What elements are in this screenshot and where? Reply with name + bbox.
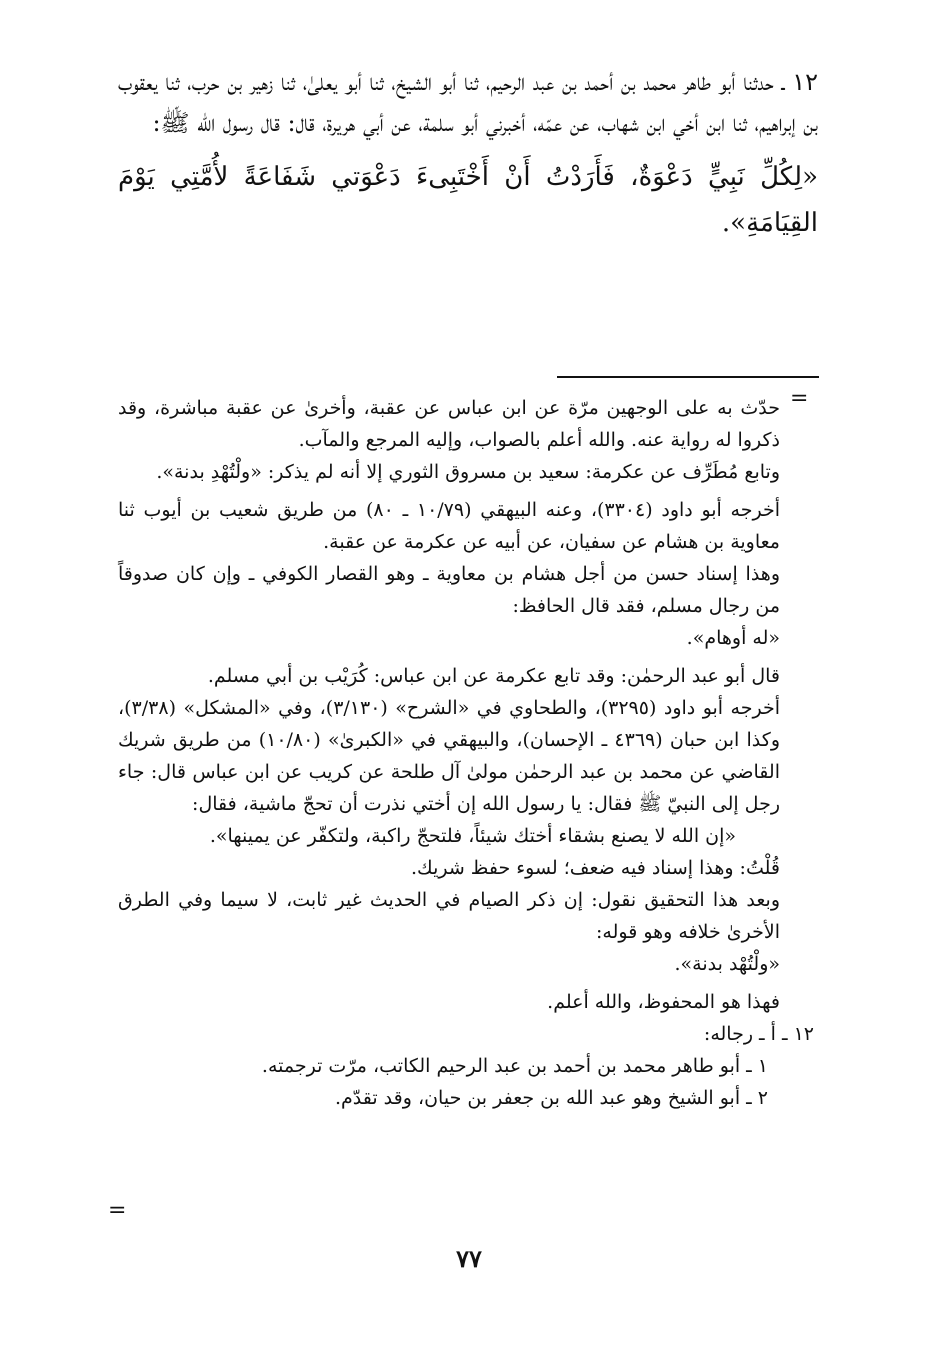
note-line: «إن الله لا يصنع بشقاء أختك شيئاً، فلتحجّ راكبة، ولتكفّر عن يمينها». <box>209 825 736 847</box>
footnote-separator <box>557 376 819 378</box>
note-line: فهذا هو المحفوظ، والله أعلم. <box>547 991 780 1013</box>
main-text <box>118 62 818 246</box>
note-line: قال أبو عبد الرحمٰن: وقد تابع عكرمة عن ابن عباس: كُرَيْب بن أبي مسلم. <box>207 665 780 687</box>
note-line: وهذا إسناد حسن من أجل هشام بن معاوية ـ وهو القصار الكوفي ـ وإن كان صدوقاً من رجال مسلم، فقد قال الحافظ: <box>118 563 780 617</box>
isnad-paragraph: ١٢ ـ حدثنا أبو طاهر محمد بن أحمد بن عبد الرحيم، ثنا أبو الشيخ، ثنا أبو يعلىٰ، ثنا زهير بن حرب، ثنا يعقوب بن إبراهيم، ثنا ابن أخي ابن شهاب، عن عمّه، أخبرني أبو سلمة، عن أبي هريرة، قال: قال رسول الله ﷺ: <box>118 68 818 137</box>
note-line: وتابع مُطَرِّف عن عكرمة: سعيد بن مسروق الثوري إلا أنه لم يذكر: «ولْتُهْدِ بدنة». <box>156 461 780 483</box>
hadith-text: «لِكُلِّ نَبِيٍّ دَعْوَةٌ، فَأَرَدْتُ أَنْ أَخْتَبِىءَ دَعْوَتي شَفَاعَةً لأُمَّتِي يَوْمَ القِيَامَةِ». <box>118 162 818 238</box>
footnote-continuation-marker: = <box>790 386 809 411</box>
note-line: «له أوهام». <box>686 627 780 649</box>
note-line: حدّث به على الوجهين مرّة عن ابن عباس عن عقبة، وأخرىٰ عن عقبة مباشرة، وقد ذكروا له رواية عنه. والله أعلم بالصواب، وإليه المرجع والمآب. <box>118 397 780 451</box>
page-number: ٧٧ <box>456 1244 482 1273</box>
section-heading: ١٢ ـ أ ـ رجاله: <box>703 1023 814 1045</box>
continuation-marker: = <box>108 1198 127 1223</box>
note-line: «ولْتُهْد بدنة». <box>674 953 780 975</box>
note-line: أخرجه أبو داود (٣٢٩٥)، والطحاوي في «الشرح» (٣/١٣٠)، وفي «المشكل» (٣/٣٨)، وكذا ابن حبان (٤٣٦٩ ـ الإحسان)، والبيهقي في «الكبرىٰ» (١٠/٨٠) من طريق شريك القاضي عن محمد بن عبد الرحمٰن مولىٰ آل طلحة عن كريب عن ابن عباس قال: جاء رجل إلى النبيّ ﷺ فقال: يا رسول الله إن أختي نذرت أن تحجّ ماشية، فقال: <box>118 697 780 815</box>
narrator-entry: ١ ـ أبو طاهر محمد بن أحمد بن عبد الرحيم الكاتب، مرّت ترجمته. <box>261 1055 768 1077</box>
footnotes <box>118 392 814 1114</box>
note-line: وبعد هذا التحقيق نقول: إن ذكر الصيام في الحديث غير ثابت، لا سيما وفي الطرق الأخرىٰ خلافه وهو قوله: <box>118 889 780 943</box>
note-line: قُلْتُ: وهذا إسناد فيه ضعف؛ لسوء حفظ شريك. <box>411 857 780 879</box>
note-line: أخرجه أبو داود (٣٣٠٤)، وعنه البيهقي (١٠/٧٩ ـ ٨٠) من طريق شعيب بن أيوب ثنا معاوية بن هشام عن سفيان، عن أبيه عن عكرمة عن عقبة. <box>118 499 780 553</box>
narrator-entry: ٢ ـ أبو الشيخ وهو عبد الله بن جعفر بن حيان، وقد تقدّم. <box>334 1087 768 1109</box>
